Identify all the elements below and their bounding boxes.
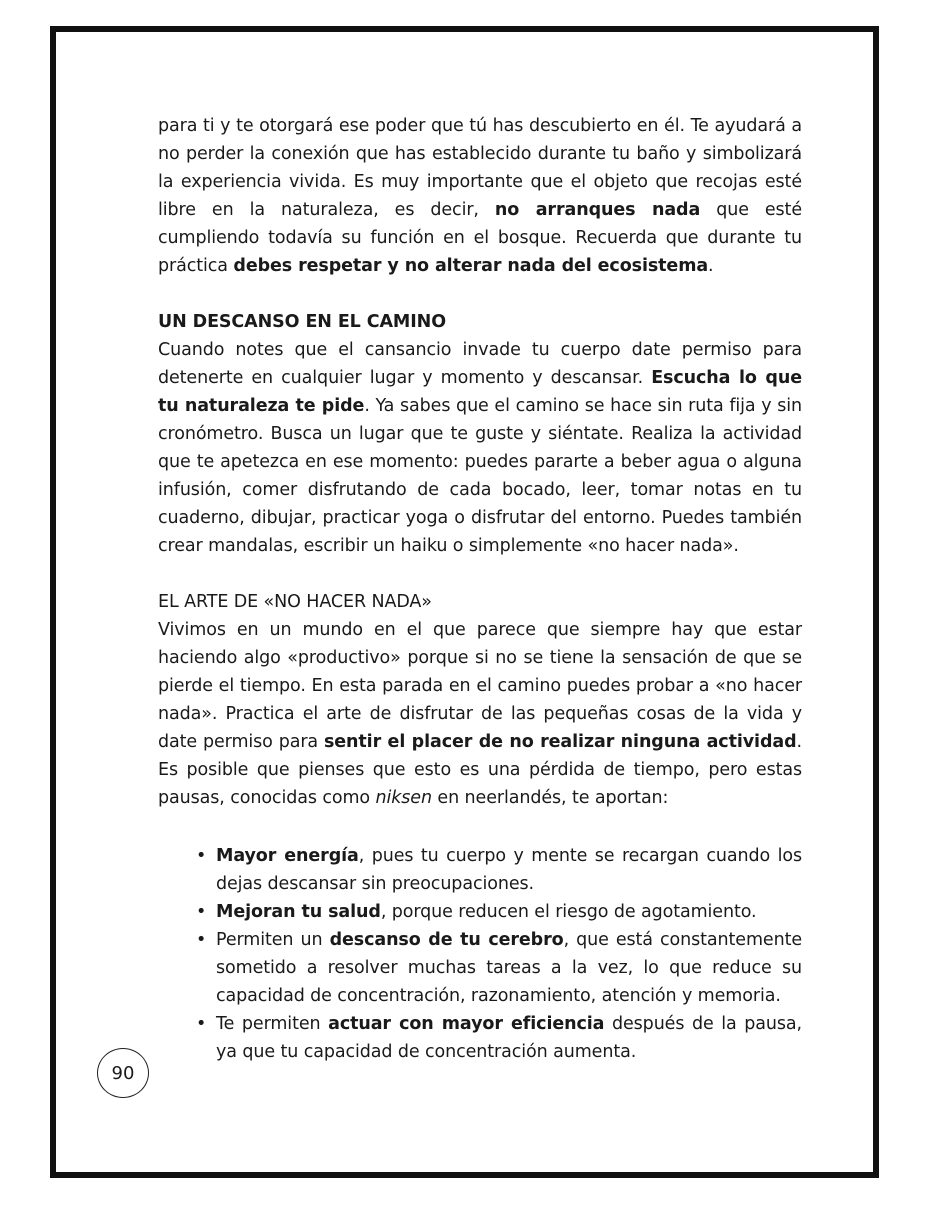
nothing-text: en neerlandés, te aportan: bbox=[431, 788, 669, 808]
rest-text: Cuando notes que el cansancio invade tu cuerpo date permiso para detenerte en cualquier lugar y momento y descansar. bbox=[158, 340, 802, 388]
list-item bbox=[196, 1010, 802, 1066]
list-item-emphasis: descanso de tu cerebro bbox=[329, 930, 564, 950]
bullet-icon: • bbox=[196, 902, 207, 922]
nothing-italic-term: niksen bbox=[375, 788, 432, 808]
page-content bbox=[158, 112, 802, 1066]
list-spacer bbox=[158, 812, 802, 842]
nothing-text: . Es posible que pienses que esto es una pérdida de tiempo, pero estas pausas, conocidas como bbox=[158, 732, 802, 808]
list-item-text: después de la pausa, ya que tu capacidad de concentración aumenta. bbox=[216, 1014, 802, 1062]
rest-paragraph bbox=[158, 336, 802, 560]
nothing-emphasis: sentir el placer de no realizar ninguna actividad bbox=[323, 732, 797, 752]
rest-emphasis: Escucha lo que tu naturaleza te pide bbox=[158, 368, 802, 416]
list-item-emphasis: Mejoran tu salud bbox=[216, 902, 381, 922]
list-item-text: , porque reducen el riesgo de agotamiento. bbox=[380, 902, 757, 922]
intro-paragraph bbox=[158, 112, 802, 280]
bullet-icon: • bbox=[196, 1014, 207, 1034]
intro-text: que esté cumpliendo todavía su función en el bosque. Recuerda que durante tu práctica bbox=[158, 200, 802, 276]
bullet-icon: • bbox=[196, 930, 207, 950]
list-item bbox=[196, 898, 802, 926]
rest-text: . Ya sabes que el camino se hace sin ruta fija y sin cronómetro. Busca un lugar que te guste y siéntate. Realiza la actividad que te apetezca en ese momento: puedes pararte a beber agua o alguna infusión, comer disfrutando de cada bocado, leer, tomar notas en tu cuaderno, dibujar, practicar yoga o disfrutar del entorno. Puedes también crear mandalas, escribir un haiku o simplemente «no hacer nada». bbox=[158, 396, 802, 556]
section-heading-nothing: EL ARTE DE «NO HACER NADA» bbox=[158, 592, 432, 612]
intro-emphasis: no arranques nada bbox=[494, 200, 701, 220]
page-number: 90 bbox=[97, 1048, 149, 1098]
section-spacer bbox=[158, 280, 802, 308]
list-item-text: Te permiten bbox=[216, 1014, 329, 1034]
list-item-text: Permiten un bbox=[216, 930, 330, 950]
list-item bbox=[196, 842, 802, 898]
nothing-text: Vivimos en un mundo en el que parece que siempre hay que estar haciendo algo «productivo» porque si no se tiene la sensación de que se pierde el tiempo. En esta parada en el camino puedes probar a «no hacer nada». Practica el arte de disfrutar de las pequeñas cosas de la vida y date permiso para bbox=[158, 620, 802, 752]
intro-text: . bbox=[708, 256, 714, 276]
benefits-list bbox=[158, 842, 802, 1066]
list-item-emphasis: Mayor energía bbox=[216, 846, 359, 866]
section-heading-rest: UN DESCANSO EN EL CAMINO bbox=[158, 312, 446, 332]
nothing-paragraph bbox=[158, 616, 802, 812]
intro-emphasis: debes respetar y no alterar nada del ecosistema bbox=[233, 256, 709, 276]
bullet-icon: • bbox=[196, 846, 207, 866]
list-item-emphasis: actuar con mayor eficiencia bbox=[328, 1014, 605, 1034]
section-spacer bbox=[158, 560, 802, 588]
intro-text: para ti y te otorgará ese poder que tú has descubierto en él. Te ayudará a no perder la conexión que has establecido durante tu baño y simbolizará la experiencia vivida. Es muy importante que el objeto que recojas esté libre en la naturaleza, es decir, bbox=[158, 116, 802, 220]
list-item-text: , pues tu cuerpo y mente se recargan cuando los dejas descansar sin preocupaciones. bbox=[216, 846, 802, 894]
list-item-text: , que está constantemente sometido a resolver muchas tareas a la vez, lo que reduce su capacidad de concentración, razonamiento, atención y memoria. bbox=[216, 930, 802, 1006]
list-item bbox=[196, 926, 802, 1010]
